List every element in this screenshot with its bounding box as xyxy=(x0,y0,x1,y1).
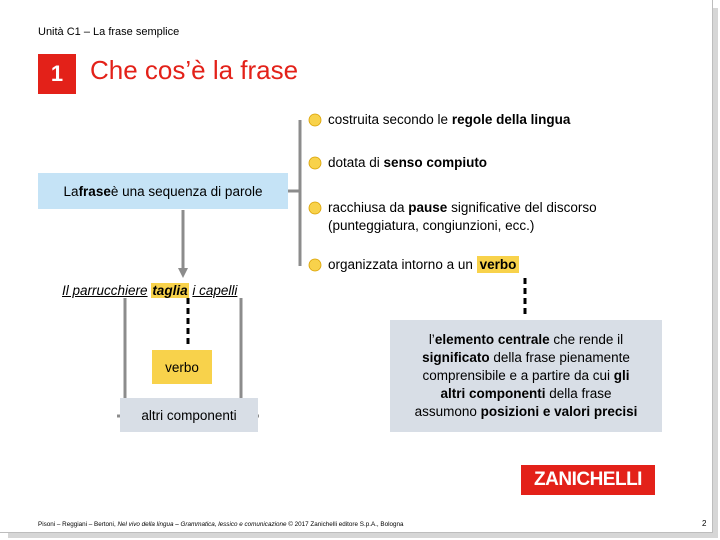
main-box-bold: frase xyxy=(78,183,111,199)
footer-copyright: © 2017 Zanichelli editore S.p.A., Bologna xyxy=(286,521,404,528)
main-box-text-after: è una sequenza di parole xyxy=(110,183,263,199)
footer-authors: Pisoni – Reggiani – Bertoni, xyxy=(38,521,118,528)
unit-label: Unità C1 – La frase semplice xyxy=(38,26,180,38)
definition-l5: assumono xyxy=(414,404,481,419)
definition-l3-bold: gli xyxy=(613,368,630,383)
definition-l1-bold: elemento centrale xyxy=(434,332,550,347)
property-3-text: racchiusa da xyxy=(328,200,409,215)
property-3-line2: (punteggiatura, congiunzioni, ecc.) xyxy=(328,218,535,233)
altri-componenti-box: altri componenti xyxy=(120,398,258,432)
property-dot-4 xyxy=(309,259,321,271)
property-dot-1 xyxy=(309,114,321,126)
sentence-verb: taglia xyxy=(152,283,188,298)
definition-l2-after: della frase pienamente xyxy=(489,350,630,365)
property-3-bold: pause xyxy=(408,200,448,215)
page-title: Che cos’è la frase xyxy=(90,55,299,85)
definition-l3: comprensibile e a partire da cui xyxy=(422,368,614,383)
main-box-text-before: La xyxy=(63,183,79,199)
definition-l4-after: della frase xyxy=(545,386,612,401)
definition-l1-after: che rende il xyxy=(549,332,624,347)
property-2-text: dotata di xyxy=(328,155,384,170)
property-dot-2 xyxy=(309,157,321,169)
property-1-text: costruita secondo le xyxy=(328,112,452,127)
page-number: 2 xyxy=(702,519,707,528)
property-3-text-after: significative del discorso xyxy=(447,200,597,215)
footer-book-title: Nel vivo della lingua – Grammatica, lessico e comunicazione xyxy=(117,521,287,528)
definition-l4-bold: altri componenti xyxy=(440,386,546,401)
verbo-highlight-tag: verbo xyxy=(477,256,520,273)
definition-main-box xyxy=(38,173,288,209)
property-4-text: organizzata intorno a un xyxy=(328,257,477,272)
definition-l2-bold: significato xyxy=(422,350,490,365)
sentence-subject: Il parrucchiere xyxy=(62,283,148,298)
property-1-bold: regole della lingua xyxy=(451,112,571,127)
sentence-object: i capelli xyxy=(192,283,238,298)
property-1 xyxy=(328,111,570,129)
publisher-logo: ZANICHELLI xyxy=(521,465,655,495)
property-dot-3 xyxy=(309,202,321,214)
example-sentence xyxy=(62,283,237,298)
property-4 xyxy=(328,256,519,274)
section-number: 1 xyxy=(38,54,76,94)
verbo-box: verbo xyxy=(152,350,212,384)
definition-l5-bold: posizioni e valori precisi xyxy=(480,404,638,419)
property-2 xyxy=(328,154,487,172)
property-3 xyxy=(328,199,597,235)
verb-definition-box xyxy=(390,320,662,432)
footer-credit xyxy=(38,521,404,528)
property-2-bold: senso compiuto xyxy=(383,155,488,170)
definition-l1-before: l’ xyxy=(428,332,435,347)
